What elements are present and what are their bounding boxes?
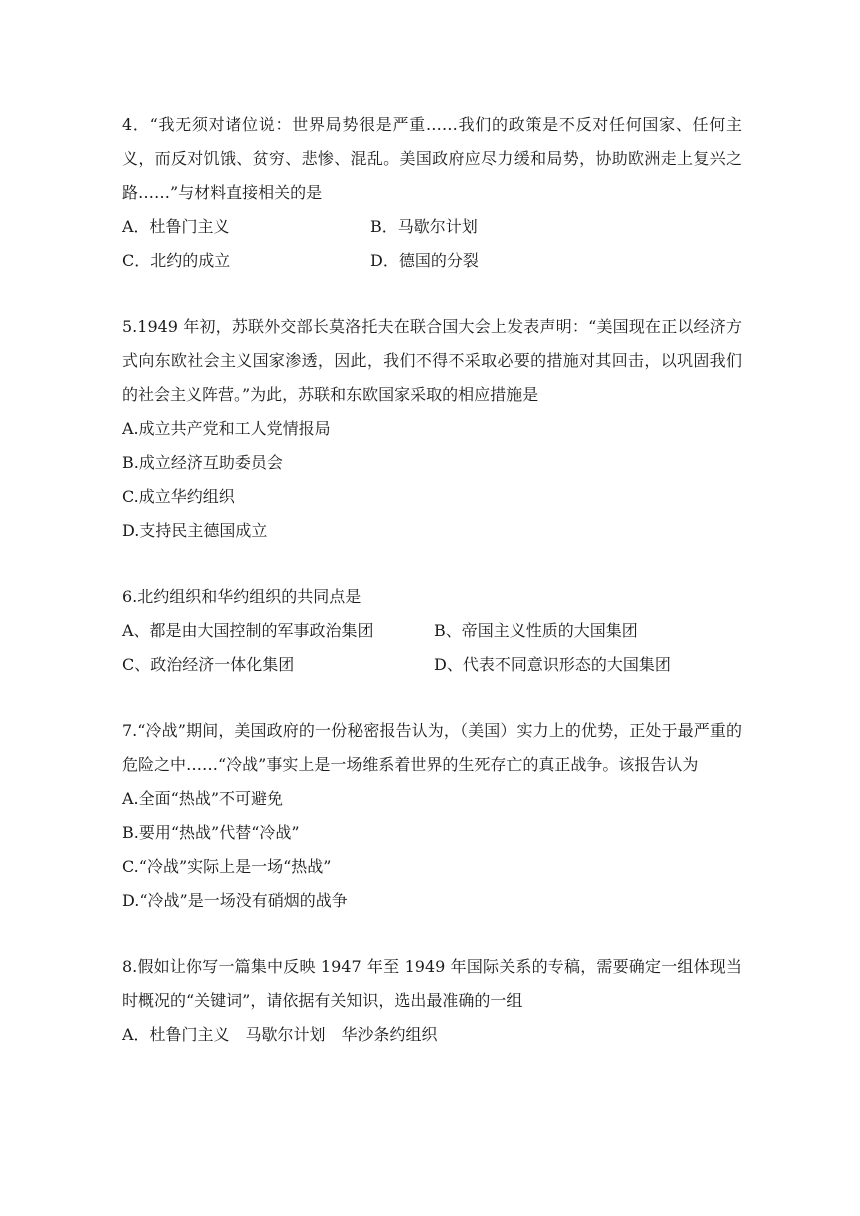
question-6	[122, 580, 742, 682]
option-c: C.“冷战”实际上是一场“热战”	[122, 857, 332, 876]
option-d: D.“冷战”是一场没有硝烟的战争	[122, 891, 348, 910]
option-row	[122, 210, 742, 244]
option-c: C．北约的成立	[122, 251, 231, 270]
option-c: C、政治经济一体化集团	[122, 655, 295, 674]
option-a: A．杜鲁门主义	[122, 217, 230, 236]
option-row	[122, 244, 742, 278]
option-d: D、代表不同意识形态的大国集团	[434, 655, 671, 674]
option-d: D.支持民主德国成立	[122, 521, 268, 540]
option-b: B、帝国主义性质的大国集团	[434, 621, 638, 640]
question-stem: 7.“冷战”期间，美国政府的一份秘密报告认为，（美国）实力上的优势，正处于最严重的危险之中……“冷战”事实上是一场维系着世界的生死存亡的真正战争。该报告认为	[122, 721, 742, 774]
question-7	[122, 714, 742, 918]
option-b: B.成立经济互助委员会	[122, 453, 283, 472]
option-a: A.全面“热战”不可避免	[122, 789, 284, 808]
option-a: A、都是由大国控制的军事政治集团	[122, 621, 374, 640]
question-stem: 4．“我无须对诸位说：世界局势很是严重……我们的政策是不反对任何国家、任何主义，而反对饥饿、贫穷、悲惨、混乱。美国政府应尽力缓和局势，协助欧洲走上复兴之路……”与材料直接相关的是	[122, 115, 742, 202]
question-stem: 5.1949 年初，苏联外交部长莫洛托夫在联合国大会上发表声明：“美国现在正以经济方式向东欧社会主义国家渗透，因此，我们不得不采取必要的措施对其回击，以巩固我们的社会主义阵营。”为此，苏联和东欧国家采取的相应措施是	[122, 317, 742, 404]
option-d: D．德国的分裂	[370, 251, 479, 270]
document-page	[122, 108, 742, 1052]
question-stem: 8.假如让你写一篇集中反映 1947 年至 1949 年国际关系的专稿，需要确定一组体现当时概况的“关键词”，请依据有关知识，选出最准确的一组	[122, 957, 742, 1010]
option-a: A.成立共产党和工人党情报局	[122, 419, 331, 438]
option-row	[122, 648, 742, 682]
question-stem: 6.北约组织和华约组织的共同点是	[122, 587, 362, 606]
option-row	[122, 614, 742, 648]
option-b: B.要用“热战”代替“冷战”	[122, 823, 300, 842]
option-b: B．马歇尔计划	[370, 217, 478, 236]
question-8	[122, 950, 742, 1052]
option-c: C.成立华约组织	[122, 487, 235, 506]
question-5	[122, 310, 742, 548]
question-4	[122, 108, 742, 278]
option-a: A．杜鲁门主义 马歇尔计划 华沙条约组织	[122, 1025, 438, 1044]
